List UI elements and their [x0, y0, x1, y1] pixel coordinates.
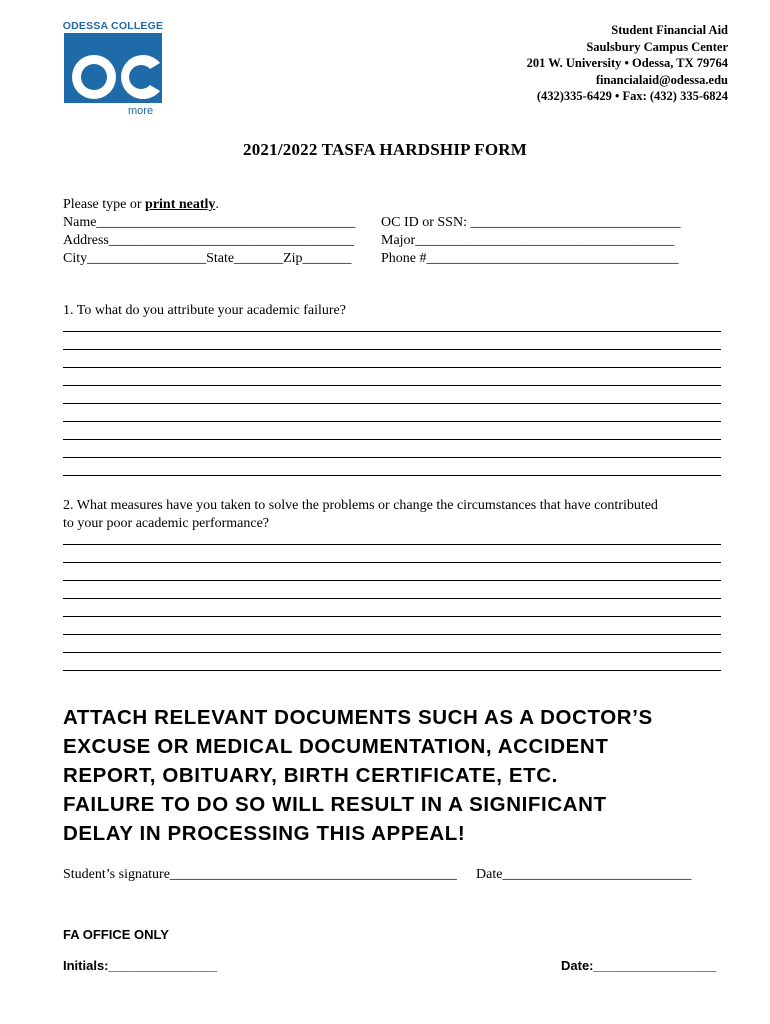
phone-field[interactable]: Phone #____________________________________ [381, 251, 679, 266]
address-field[interactable]: Address___________________________________ [63, 233, 354, 248]
instructions-lead: Please type or [63, 197, 146, 212]
address-line: Student Financial Aid [611, 23, 728, 37]
address-line: Saulsbury Campus Center [586, 39, 728, 54]
notice-line: DELAY IN PROCESSING THIS APPEAL! [63, 822, 466, 845]
answer-line [63, 634, 721, 635]
document-notice [63, 703, 743, 848]
odessa-college-logo [62, 20, 164, 120]
office-initials-field[interactable]: Initials:_______________ [63, 958, 217, 973]
answer-line [63, 598, 721, 599]
notice-line: FAILURE TO DO SO WILL RESULT IN A SIGNIFICANT [63, 793, 607, 816]
answer-line [63, 403, 721, 404]
question-1: 1. To what do you attribute your academic failure? [63, 303, 346, 318]
city-state-zip-field[interactable]: City_________________State_______Zip_______ [63, 251, 352, 266]
form-title: 2021/2022 TASFA HARDSHIP FORM [243, 140, 527, 159]
question-2-line-2: to your poor academic performance? [63, 516, 270, 531]
answer-line [63, 385, 721, 386]
logo-tagline: more [128, 105, 154, 117]
instructions [63, 196, 219, 214]
answer-line [63, 331, 721, 332]
answer-line [63, 475, 721, 476]
notice-line: ATTACH RELEVANT DOCUMENTS SUCH AS A DOCTOR’S [63, 706, 653, 729]
address-line: financialaid@odessa.edu [595, 72, 728, 87]
answer-line [63, 421, 721, 422]
student-signature-field[interactable]: Student’s signature_________________________________________ [63, 867, 457, 882]
answer-line [63, 349, 721, 350]
answer-line [63, 439, 721, 440]
answer-line [63, 544, 721, 545]
answer-line [63, 457, 721, 458]
address-line: 201 W. University • Odessa, TX 79764 [526, 56, 728, 70]
answer-line [63, 670, 721, 671]
instructions-trail: . [215, 197, 219, 212]
question-2-line-1: 2. What measures have you taken to solve the problems or change the circumstances that have contributed [63, 498, 658, 513]
name-field[interactable]: Name_____________________________________ [63, 215, 356, 230]
oc-mark-icon [64, 33, 162, 113]
ocid-ssn-field[interactable]: OC ID or SSN: ______________________________ [381, 215, 681, 230]
address-line: (432)335-6429 • Fax: (432) 335-6824 [536, 89, 728, 103]
logo-college-name: ODESSA COLLEGE [62, 20, 164, 32]
office-date-field[interactable]: Date:_________________ [561, 958, 717, 973]
office-only-heading: FA OFFICE ONLY [63, 927, 169, 942]
signature-date-field[interactable]: Date___________________________ [476, 867, 692, 882]
office-address-block [527, 22, 728, 105]
instructions-emphasis: print neatly [145, 197, 216, 212]
answer-line [63, 616, 721, 617]
answer-line [63, 367, 721, 368]
notice-line: REPORT, OBITUARY, BIRTH CERTIFICATE, ETC. [63, 764, 558, 787]
notice-line: EXCUSE OR MEDICAL DOCUMENTATION, ACCIDENT [63, 735, 609, 758]
answer-line [63, 562, 721, 563]
major-field[interactable]: Major_____________________________________ [381, 233, 675, 248]
answer-line [63, 580, 721, 581]
answer-line [63, 652, 721, 653]
